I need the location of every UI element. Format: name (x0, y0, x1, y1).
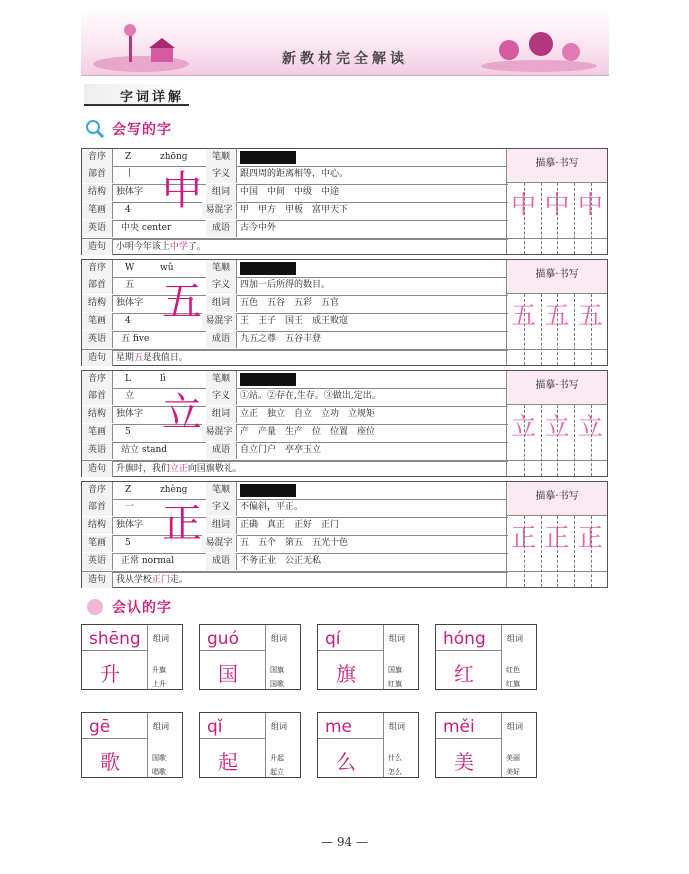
char-card (81, 148, 608, 255)
field-label: 组词 (206, 406, 237, 423)
pinyin: gē (89, 717, 111, 737)
field-label: 笔画 (82, 535, 113, 552)
read-char-card (81, 712, 183, 778)
word-1: 升起 (270, 754, 284, 762)
divider (82, 650, 147, 651)
field-label: 部首 (82, 166, 113, 183)
field-label: 成语 (206, 442, 237, 459)
field-value: 中国 中间 中级 中途 (240, 187, 340, 197)
sentence-label: 造句 (82, 239, 113, 255)
pinyin: hóng (443, 629, 486, 649)
trace-char: 正 (511, 523, 537, 552)
read-character: 么 (336, 750, 356, 774)
field-label: 笔顺 (206, 482, 237, 499)
field-value: 王 王子 国王 成王败寇 (240, 316, 349, 326)
divider (501, 625, 502, 689)
field-label: 笔画 (82, 202, 113, 219)
pinyin: shēng (89, 629, 141, 649)
write-title: 会写的字 (112, 122, 172, 138)
read-char-card (317, 624, 419, 690)
field-value: 正常 normal (121, 556, 175, 566)
field-value: 独体字 (116, 520, 144, 530)
trace-char: 正 (577, 523, 603, 552)
stroke-order-image (240, 262, 296, 275)
zuci-label: 组词 (389, 634, 405, 643)
word-1: 国旗 (270, 666, 284, 674)
divider (436, 738, 501, 739)
field-value: 独体字 (116, 187, 144, 197)
field-value: 五 five (121, 334, 150, 344)
field-value: ①站。②存在,生存。③做出,定出。 (240, 391, 381, 401)
read-char-card (199, 624, 301, 690)
pinyin: měi (443, 717, 475, 737)
stroke-order-image (240, 484, 296, 497)
field-value: 立正 独立 自立 立功 立规矩 (240, 409, 376, 419)
pinyin: qǐ (207, 717, 223, 737)
sentence-row (82, 238, 607, 254)
field-label: 部首 (82, 277, 113, 294)
field-value: 五 (125, 280, 135, 290)
sentence-highlight: 五 (133, 353, 143, 363)
field-label: 音序 (82, 149, 113, 166)
trace-char: 中 (544, 190, 570, 219)
trace-char: 中 (577, 190, 603, 219)
zuci-label: 组词 (507, 634, 523, 643)
zuci-label: 组词 (507, 722, 523, 731)
sentence-row (82, 460, 607, 476)
divider (82, 738, 147, 739)
word-2: 国歌 (270, 680, 284, 688)
flower-icon (84, 596, 106, 618)
trace-char: 中 (511, 190, 537, 219)
field-value: L (125, 374, 131, 384)
read-title: 会认的字 (112, 600, 172, 616)
field-value: 跟四周的距离相等，中心。 (240, 169, 349, 179)
field-label: 字义 (206, 166, 237, 183)
sentence-pre: 小明今年该上 (115, 242, 170, 252)
pinyin: me (325, 717, 353, 737)
field-value: 产 产量 生产 位 位置 座位 (240, 427, 376, 437)
zuci-label: 组词 (153, 634, 169, 643)
field-value: 4 (125, 316, 131, 326)
sentence-highlight: 正门 (151, 575, 170, 585)
page-number: — 94 — (321, 835, 368, 849)
sentence-row (82, 571, 607, 587)
field-label: 易混字 (202, 202, 237, 219)
word-1: 国歌 (152, 754, 166, 762)
word-1: 国旗 (388, 666, 402, 674)
field-label: 结构 (82, 406, 113, 423)
zuci-label: 组词 (271, 634, 287, 643)
word-1: 美丽 (506, 754, 520, 762)
field-label: 成语 (206, 220, 237, 237)
big-character: 正 (162, 501, 202, 547)
field-value: zhèng (160, 485, 188, 495)
divider (265, 625, 266, 689)
read-character: 旗 (336, 662, 356, 686)
field-value: 独体字 (116, 409, 144, 419)
char-card (81, 259, 608, 366)
section-heading (84, 84, 189, 106)
field-label: 英语 (82, 220, 113, 237)
big-character: 中 (162, 168, 202, 214)
sentence-highlight: 中学 (169, 242, 188, 252)
write-heading (84, 118, 172, 140)
sentence-label: 造句 (82, 350, 113, 366)
sentence-label: 造句 (82, 461, 113, 477)
read-character: 起 (218, 750, 238, 774)
zuci-label: 组词 (271, 722, 287, 731)
divider (436, 650, 501, 651)
magnifier-icon (84, 118, 106, 140)
trace-header: 描摹·书写 (507, 371, 607, 405)
read-char-card (81, 624, 183, 690)
char-card (81, 370, 608, 477)
stroke-order-image (240, 373, 296, 386)
field-label: 组词 (206, 295, 237, 312)
trace-char: 五 (544, 301, 570, 330)
trace-header: 描摹·书写 (507, 482, 607, 516)
field-value: 5 (125, 427, 131, 437)
field-label: 结构 (82, 184, 113, 201)
field-value: 不务正业 公正无私 (240, 556, 322, 566)
word-2: 唱歌 (152, 768, 166, 776)
divider (147, 713, 148, 777)
field-label: 组词 (206, 184, 237, 201)
sentence-highlight: 立正 (169, 464, 188, 474)
field-value: wǔ (160, 263, 174, 273)
field-label: 音序 (82, 260, 113, 277)
zuci-label: 组词 (153, 722, 169, 731)
word-2: 红旗 (506, 680, 520, 688)
stroke-order-image (240, 151, 296, 164)
divider (501, 713, 502, 777)
pinyin: guó (207, 629, 239, 649)
field-value: 5 (125, 538, 131, 548)
field-label: 结构 (82, 295, 113, 312)
field-value: 不偏斜，平正。 (240, 502, 304, 512)
field-label: 字义 (206, 388, 237, 405)
field-label: 部首 (82, 499, 113, 516)
word-2: 上升 (152, 680, 166, 688)
field-value: 站立 stand (121, 445, 168, 455)
field-label: 笔顺 (206, 260, 237, 277)
field-value: 丨 (125, 169, 135, 179)
field-label: 组词 (206, 517, 237, 534)
read-character: 升 (100, 662, 120, 686)
header-banner (81, 8, 609, 76)
field-value: 中央 center (121, 223, 172, 233)
sentence-post: 走。 (169, 575, 188, 585)
trace-char: 五 (577, 301, 603, 330)
field-value: 正确 真正 正好 正门 (240, 520, 340, 530)
read-char-card (317, 712, 419, 778)
char-card (81, 481, 608, 588)
field-label: 易混字 (202, 535, 237, 552)
field-label: 成语 (206, 331, 237, 348)
field-label: 英语 (82, 331, 113, 348)
sentence-pre: 我从学校 (115, 575, 152, 585)
field-value: W (125, 263, 135, 273)
sentence-post: 了。 (187, 242, 206, 252)
trace-char: 正 (544, 523, 570, 552)
field-label: 结构 (82, 517, 113, 534)
field-value: 古今中外 (240, 223, 277, 233)
field-value: 独体字 (116, 298, 144, 308)
read-character: 国 (218, 662, 238, 686)
field-value: 甲 甲方 甲板 富甲天下 (240, 205, 349, 215)
field-value: 四加一后所得的数目。 (240, 280, 331, 290)
field-label: 笔顺 (206, 371, 237, 388)
read-character: 美 (454, 750, 474, 774)
field-value: 4 (125, 205, 131, 215)
divider (265, 713, 266, 777)
field-value: Z (125, 152, 132, 162)
field-label: 字义 (206, 277, 237, 294)
field-value: 五色 五谷 五彩 五官 (240, 298, 340, 308)
trace-char: 五 (511, 301, 537, 330)
read-char-card (435, 712, 537, 778)
word-2: 起立 (270, 768, 284, 776)
field-label: 音序 (82, 482, 113, 499)
field-label: 英语 (82, 553, 113, 570)
word-2: 美好 (506, 768, 520, 776)
divider (200, 650, 265, 651)
field-label: 笔画 (82, 424, 113, 441)
word-2: 红旗 (388, 680, 402, 688)
field-value: zhōng (160, 152, 188, 162)
zuci-label: 组词 (389, 722, 405, 731)
pinyin: qí (325, 629, 341, 649)
field-value: lì (160, 374, 166, 384)
field-label: 笔画 (82, 313, 113, 330)
sentence-pre: 升旗时，我们 (115, 464, 170, 474)
field-value: 五 五个 第五 五光十色 (240, 538, 349, 548)
field-label: 英语 (82, 442, 113, 459)
sentence-label: 造句 (82, 572, 113, 588)
trace-char: 立 (544, 412, 570, 441)
section-title: 字词详解 (120, 90, 185, 105)
read-char-card (435, 624, 537, 690)
divider (147, 625, 148, 689)
divider (200, 738, 265, 739)
field-label: 字义 (206, 499, 237, 516)
word-1: 红色 (506, 666, 520, 674)
sentence-post: 是我值日。 (142, 353, 188, 363)
field-label: 易混字 (202, 313, 237, 330)
big-character: 五 (162, 279, 202, 325)
field-value: Z (125, 485, 132, 495)
trace-char: 立 (577, 412, 603, 441)
trace-char: 立 (511, 412, 537, 441)
field-value: 九五之尊 五谷丰登 (240, 334, 322, 344)
field-label: 音序 (82, 371, 113, 388)
word-2: 怎么 (388, 768, 402, 776)
flower-illustration (479, 22, 599, 72)
field-label: 笔顺 (206, 149, 237, 166)
field-label: 成语 (206, 553, 237, 570)
divider (383, 713, 384, 777)
read-heading (84, 596, 172, 618)
sentence-post: 向国旗敬礼。 (187, 464, 242, 474)
big-character: 立 (162, 390, 202, 436)
field-label: 部首 (82, 388, 113, 405)
field-label: 易混字 (202, 424, 237, 441)
field-value: 自立门户 亭亭玉立 (240, 445, 322, 455)
read-char-card (199, 712, 301, 778)
trace-header: 描摹·书写 (507, 260, 607, 294)
word-1: 什么 (388, 754, 402, 762)
sentence-row (82, 349, 607, 365)
divider (318, 738, 383, 739)
divider (318, 650, 383, 651)
trace-header: 描摹·书写 (507, 149, 607, 183)
header-title: 新教材完全解读 (282, 51, 408, 67)
read-character: 歌 (100, 750, 120, 774)
field-value: 一 (125, 502, 135, 512)
field-value: 立 (125, 391, 135, 401)
divider (383, 625, 384, 689)
word-1: 升旗 (152, 666, 166, 674)
sentence-pre: 星期 (115, 353, 134, 363)
read-character: 红 (454, 662, 474, 686)
